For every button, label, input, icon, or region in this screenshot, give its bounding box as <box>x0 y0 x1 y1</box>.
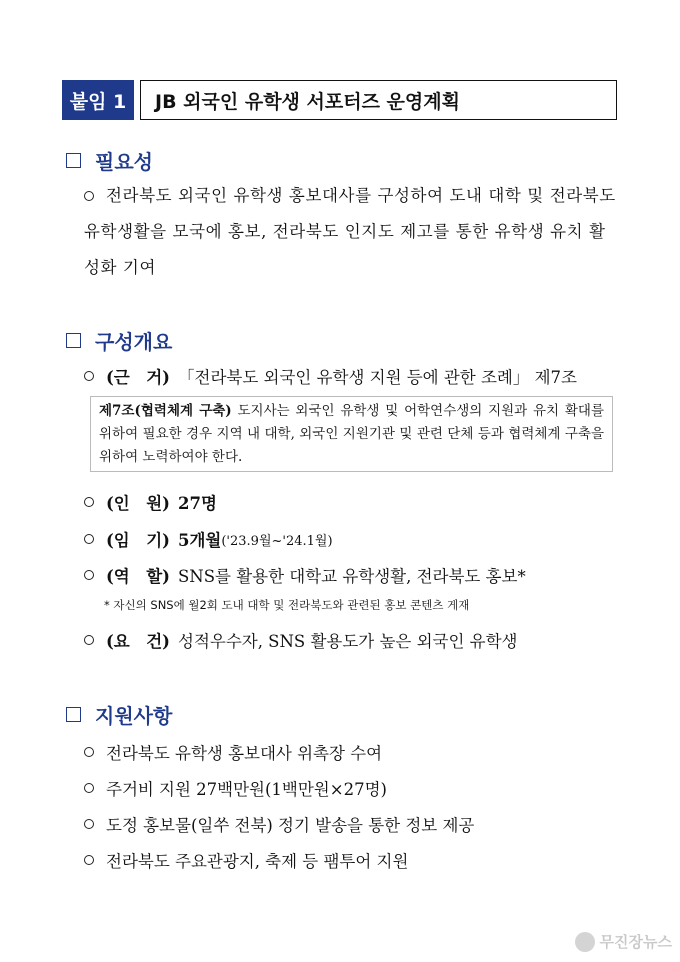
list-item <box>84 740 382 764</box>
need-paragraph <box>84 178 619 286</box>
requirement-label: (요 건) <box>106 632 170 651</box>
section-title: 필요성 <box>95 150 153 174</box>
square-bullet-icon <box>66 153 81 168</box>
circle-bullet-icon <box>84 570 94 580</box>
circle-bullet-icon <box>84 497 94 507</box>
title-text: JB 외국인 유학생 서포터즈 운영계획 <box>140 80 617 120</box>
term-period: ('23.9월~'24.1월) <box>221 533 333 549</box>
requirement-item <box>84 628 517 652</box>
document-title <box>62 80 617 120</box>
watermark-logo-icon <box>575 932 595 952</box>
personnel-text: 27명 <box>178 494 217 513</box>
ordinance-quote-box <box>90 396 613 472</box>
role-label: (역 할) <box>106 567 170 586</box>
section-need-heading <box>66 146 153 175</box>
role-item <box>84 563 526 587</box>
section-composition-heading <box>66 326 172 355</box>
section-support-heading <box>66 700 172 729</box>
requirement-text: 성적우수자, SNS 활용도가 높은 외국인 유학생 <box>178 632 518 651</box>
personnel-item <box>84 490 217 514</box>
attachment-badge: 붙임 1 <box>62 80 134 120</box>
square-bullet-icon <box>66 333 81 348</box>
circle-bullet-icon <box>84 191 94 201</box>
list-item <box>84 776 387 800</box>
circle-bullet-icon <box>84 635 94 645</box>
circle-bullet-icon <box>84 747 94 757</box>
basis-item <box>84 364 577 388</box>
role-footnote: * 자신의 SNS에 월2회 도내 대학 및 전라북도와 관련된 홍보 콘텐츠 게재 <box>104 598 470 612</box>
quote-article: 제7조(협력체계 구축) <box>99 403 232 419</box>
quote-text: 도지사는 외국인 유학생 및 어학연수생의 지원과 유치 확대를 위하여 필요한 경우 지역 내 대학, 외국인 지원기관 및 관련 단체 등과 협력체계 구축을 위하여 노력하여야 한다. <box>99 403 605 465</box>
circle-bullet-icon <box>84 371 94 381</box>
term-item <box>84 527 333 551</box>
watermark-text: 무진장뉴스 <box>599 933 672 951</box>
section-title: 구성개요 <box>95 330 173 354</box>
support-text: 주거비 지원 27백만원(1백만원×27명) <box>106 780 387 799</box>
personnel-label: (인 원) <box>106 494 170 513</box>
square-bullet-icon <box>66 707 81 722</box>
term-label: (임 기) <box>106 531 170 550</box>
circle-bullet-icon <box>84 855 94 865</box>
support-text: 전라북도 주요관광지, 축제 등 팸투어 지원 <box>106 852 409 871</box>
list-item <box>84 848 408 872</box>
basis-label: (근 거) <box>106 368 170 387</box>
circle-bullet-icon <box>84 534 94 544</box>
section-title: 지원사항 <box>95 704 173 728</box>
support-text: 전라북도 유학생 홍보대사 위촉장 수여 <box>106 744 383 763</box>
list-item <box>84 812 474 836</box>
support-text: 도정 홍보물(일쑤 전북) 정기 발송을 통한 정보 제공 <box>106 816 475 835</box>
watermark <box>575 931 672 952</box>
role-text: SNS를 활용한 대학교 유학생활, 전라북도 홍보* <box>178 567 526 586</box>
circle-bullet-icon <box>84 783 94 793</box>
basis-text: 「전라북도 외국인 유학생 지원 등에 관한 조례」 제7조 <box>178 368 577 387</box>
need-text: 전라북도 외국인 유학생 홍보대사를 구성하여 도내 대학 및 전라북도 유학생활을 모국에 홍보, 전라북도 인지도 제고를 통한 유학생 유치 활성화 기여 <box>84 186 616 277</box>
circle-bullet-icon <box>84 819 94 829</box>
term-text: 5개월 <box>178 531 222 550</box>
